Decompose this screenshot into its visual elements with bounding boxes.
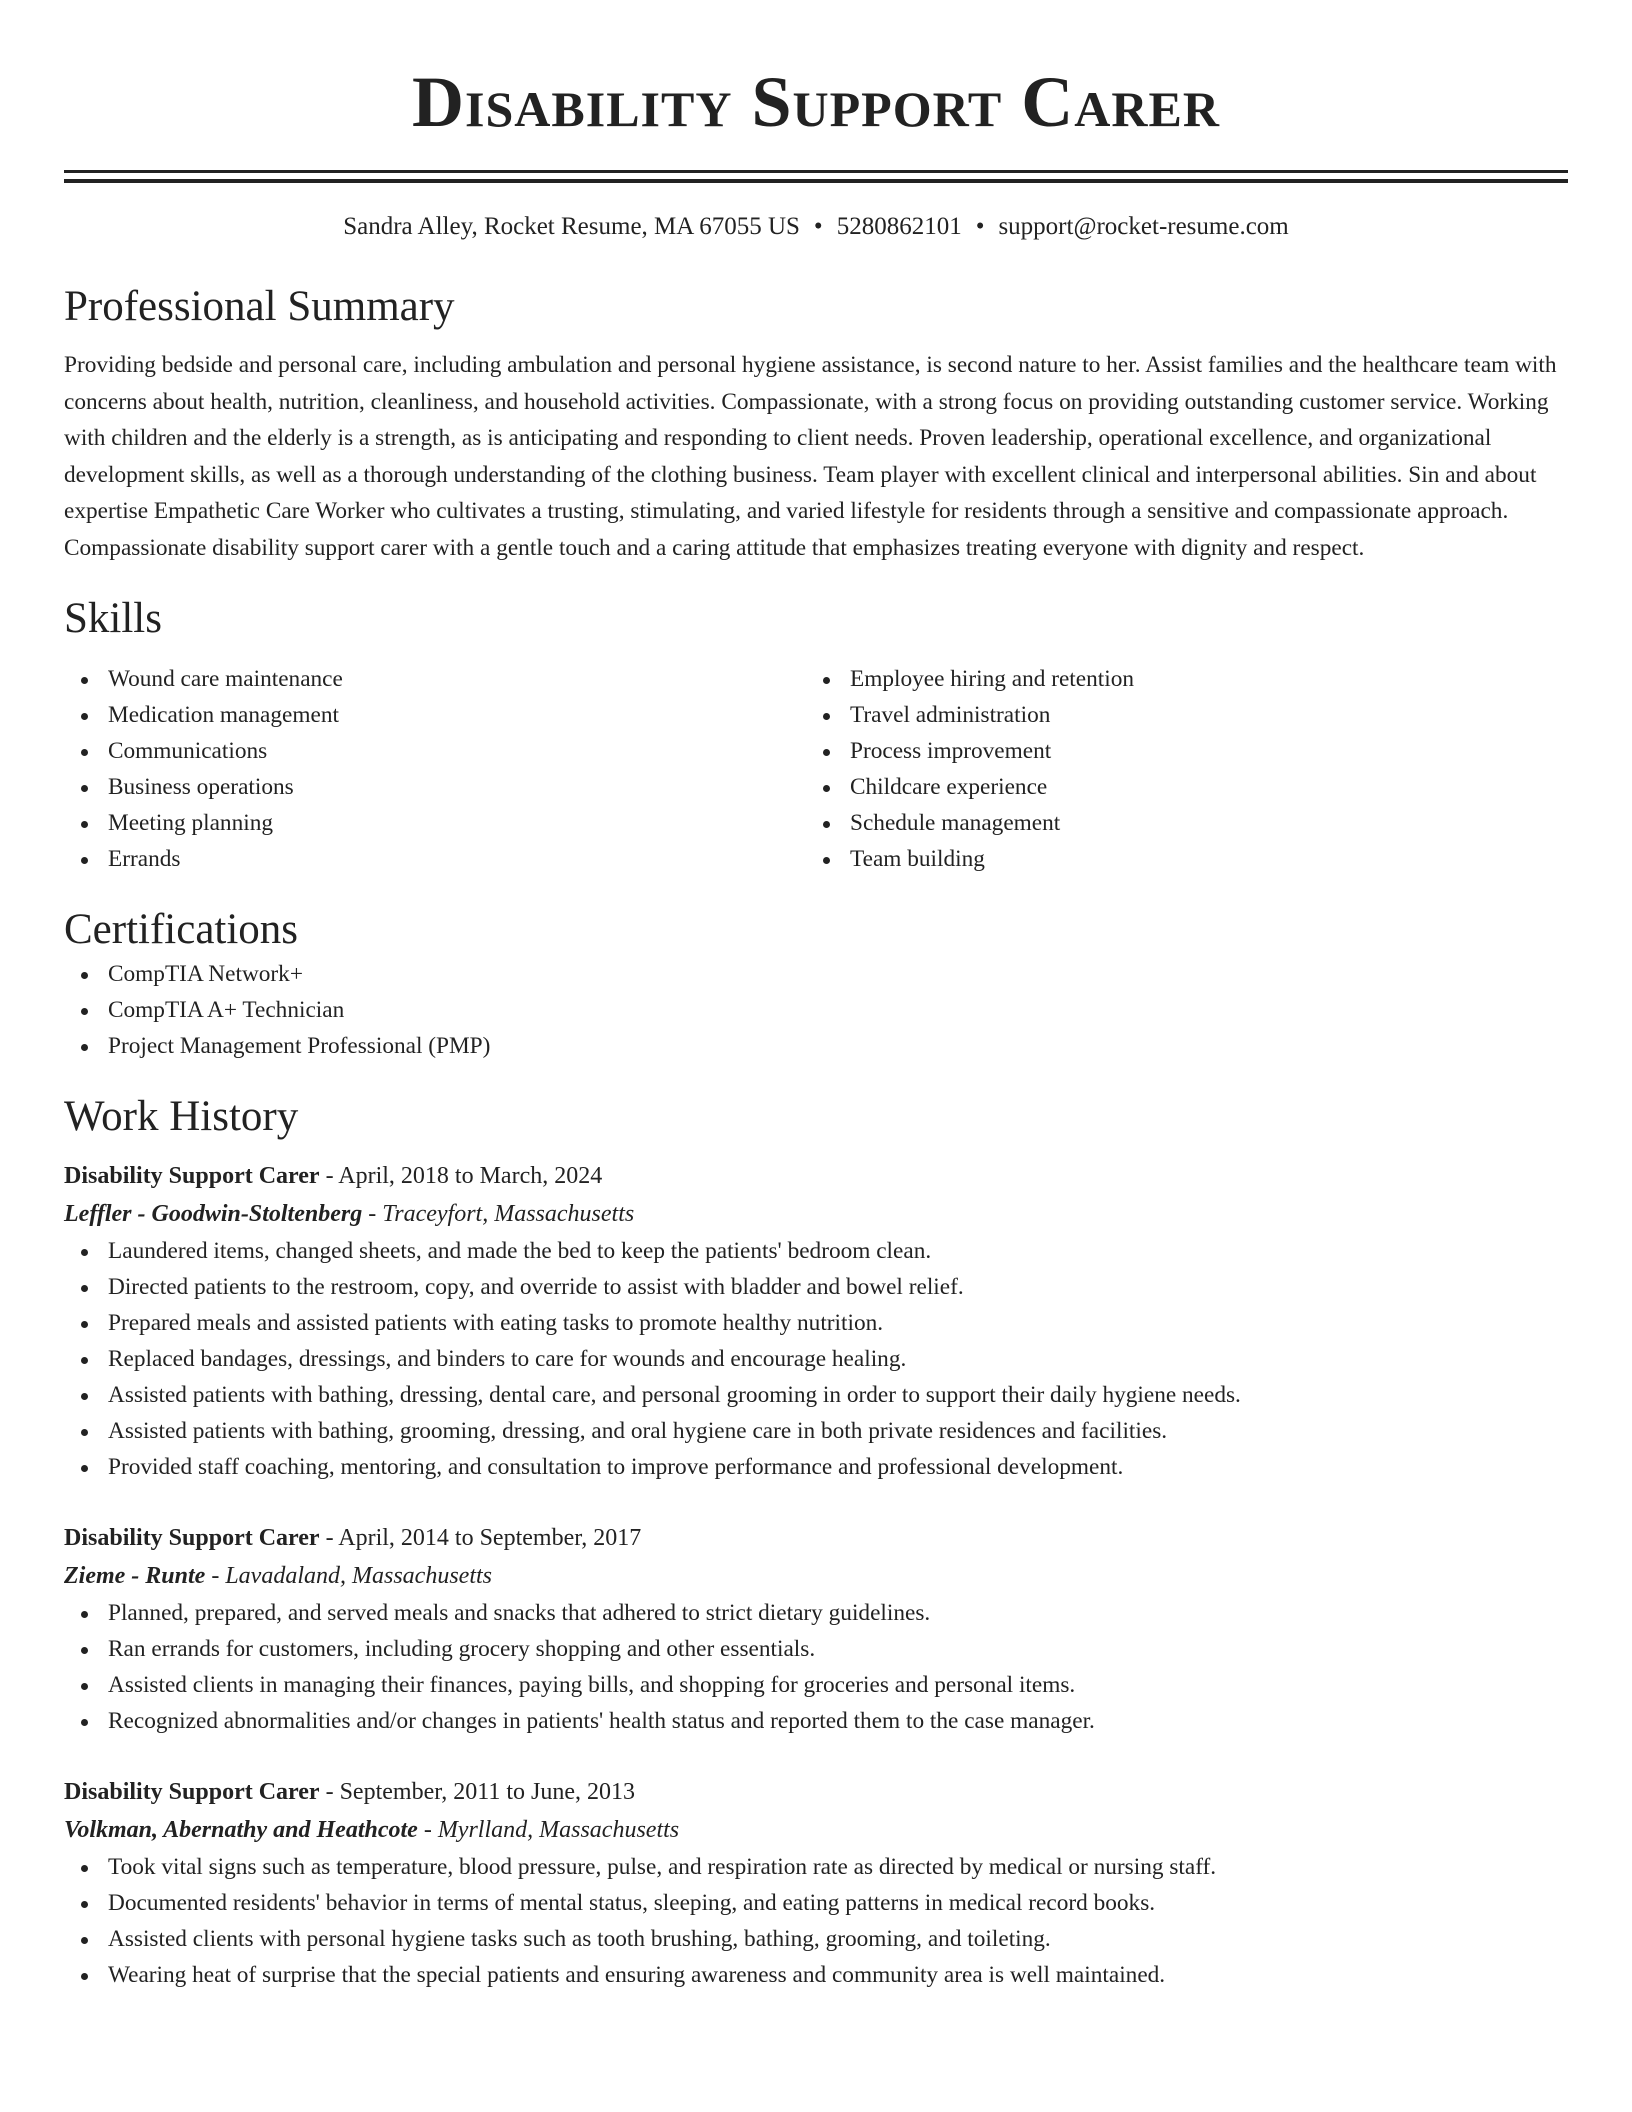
job-duty-item: Took vital signs such as temperature, blood pressure, pulse, and respiration rate as directed by medical or nursing staff.: [64, 1849, 1568, 1885]
work-history-section: [64, 1091, 1568, 1993]
job-company: Zieme - Runte: [64, 1563, 206, 1589]
certification-item: CompTIA Network+: [64, 956, 1568, 992]
job-duty-item: Assisted patients with bathing, dressing, dental care, and personal grooming in order to support their daily hygiene needs.: [64, 1377, 1568, 1413]
skill-item: Meeting planning: [64, 805, 806, 841]
contact-phone: 5280862101: [836, 213, 962, 240]
skill-item: Schedule management: [806, 805, 1548, 841]
summary-section: [64, 281, 1568, 566]
job-title-line: Disability Support Carer - April, 2014 to September, 2017: [64, 1525, 642, 1551]
job-duty-item: Prepared meals and assisted patients with eating tasks to promote healthy nutrition.: [64, 1305, 1568, 1341]
job-duty-item: Planned, prepared, and served meals and snacks that adhered to strict dietary guidelines.: [64, 1595, 1568, 1631]
job-location: Lavadaland, Massachusetts: [225, 1563, 492, 1589]
job-duty-item: Assisted clients in managing their finances, paying bills, and shopping for groceries and personal items.: [64, 1667, 1568, 1703]
job-duty-item: Laundered items, changed sheets, and made the bed to keep the patients' bedroom clean.: [64, 1233, 1568, 1269]
contact-separator: •: [813, 213, 823, 240]
job-dates: September, 2011 to June, 2013: [339, 1779, 636, 1805]
resume-page: [64, 0, 1568, 1993]
skill-item: Travel administration: [806, 697, 1548, 733]
job-company: Volkman, Abernathy and Heathcote: [64, 1817, 418, 1843]
contact-address: Sandra Alley, Rocket Resume, MA 67055 US: [343, 213, 800, 240]
skill-item: Business operations: [64, 769, 806, 805]
job-duty-item: Assisted patients with bathing, grooming, dressing, and oral hygiene care in both private residences and facilities.: [64, 1413, 1568, 1449]
job-title: Disability Support Carer: [64, 1779, 320, 1805]
job-location: Myrlland, Massachusetts: [437, 1817, 680, 1843]
job-entry: [64, 1773, 1568, 1993]
skill-item: Process improvement: [806, 733, 1548, 769]
job-duty-item: Ran errands for customers, including grocery shopping and other essentials.: [64, 1631, 1568, 1667]
skill-item: Childcare experience: [806, 769, 1548, 805]
job-duties-list: [64, 1595, 1568, 1739]
job-duties-list: [64, 1849, 1568, 1993]
skill-item: Wound care maintenance: [64, 661, 806, 697]
skill-item: Errands: [64, 841, 806, 877]
skills-column-right: [806, 661, 1548, 877]
certifications-list: [64, 956, 1568, 1064]
contact-line: [64, 211, 1568, 243]
job-duty-item: Directed patients to the restroom, copy, and override to assist with bladder and bowel relief.: [64, 1269, 1568, 1305]
job-duty-item: Replaced bandages, dressings, and binders to care for wounds and encourage healing.: [64, 1341, 1568, 1377]
job-duty-item: Assisted clients with personal hygiene tasks such as tooth brushing, bathing, grooming, and toileting.: [64, 1921, 1568, 1957]
page-title: Disability Support Carer: [412, 62, 1220, 142]
job-title: Disability Support Carer: [64, 1525, 320, 1551]
skills-heading: Skills: [64, 595, 162, 642]
job-company-line: Leffler - Goodwin-Stoltenberg - Traceyfort, Massachusetts: [64, 1201, 635, 1227]
skills-list-right: [806, 661, 1548, 877]
job-entry: [64, 1157, 1568, 1485]
job-location: Traceyfort, Massachusetts: [382, 1201, 635, 1227]
skill-item: Communications: [64, 733, 806, 769]
skill-item: Team building: [806, 841, 1548, 877]
certifications-heading: Certifications: [64, 906, 299, 953]
job-entry: [64, 1519, 1568, 1739]
summary-text: Providing bedside and personal care, including ambulation and personal hygiene assistance, is second nature to her. Assist families and the healthcare team with concerns about health, nutrition, cleanliness, and household activities. Compassionate, with a strong focus on providing outstanding customer service. Working with children and the elderly is a strength, as is anticipating and responding to client needs. Proven leadership, operational excellence, and organizational development skills, as well as a thorough understanding of the clothing business. Team player with excellent clinical and interpersonal abilities. Sin and about expertise Empathetic Care Worker who cultivates a trusting, stimulating, and varied lifestyle for residents through a sensitive and compassionate approach. Compassionate disability support carer with a gentle touch and a caring attitude that emphasizes treating everyone with dignity and respect.: [64, 352, 1557, 561]
job-company: Leffler - Goodwin-Stoltenberg: [64, 1201, 363, 1227]
skill-item: Medication management: [64, 697, 806, 733]
job-duty-item: Documented residents' behavior in terms of mental status, sleeping, and eating patterns in medical record books.: [64, 1885, 1568, 1921]
skill-item: Employee hiring and retention: [806, 661, 1548, 697]
certification-item: CompTIA A+ Technician: [64, 992, 1568, 1028]
title-divider-top: [64, 170, 1568, 173]
job-dates: April, 2014 to September, 2017: [338, 1525, 642, 1551]
job-title-line: Disability Support Carer - April, 2018 to March, 2024: [64, 1163, 603, 1189]
job-title-line: Disability Support Carer - September, 2011 to June, 2013: [64, 1779, 636, 1805]
summary-heading: Professional Summary: [64, 283, 455, 330]
certifications-section: [64, 904, 1568, 1064]
skills-column-left: [64, 661, 806, 877]
job-dates: April, 2018 to March, 2024: [338, 1163, 603, 1189]
skills-section: [64, 593, 1568, 877]
skills-grid: [64, 661, 1568, 877]
job-company-line: Volkman, Abernathy and Heathcote - Myrlland, Massachusetts: [64, 1817, 680, 1843]
skills-list-left: [64, 661, 806, 877]
job-title: Disability Support Carer: [64, 1163, 320, 1189]
work-history-heading: Work History: [64, 1093, 299, 1140]
job-duty-item: Wearing heat of surprise that the special patients and ensuring awareness and community area is well maintained.: [64, 1957, 1568, 1993]
job-duties-list: [64, 1233, 1568, 1485]
job-duty-item: Recognized abnormalities and/or changes in patients' health status and reported them to the case manager.: [64, 1703, 1568, 1739]
certification-item: Project Management Professional (PMP): [64, 1028, 1568, 1064]
job-duty-item: Provided staff coaching, mentoring, and consultation to improve performance and professional development.: [64, 1449, 1568, 1485]
job-company-line: Zieme - Runte - Lavadaland, Massachusetts: [64, 1563, 492, 1589]
contact-separator: •: [975, 213, 985, 240]
contact-email: support@rocket-resume.com: [998, 213, 1289, 240]
title-divider-bottom: [64, 179, 1568, 183]
